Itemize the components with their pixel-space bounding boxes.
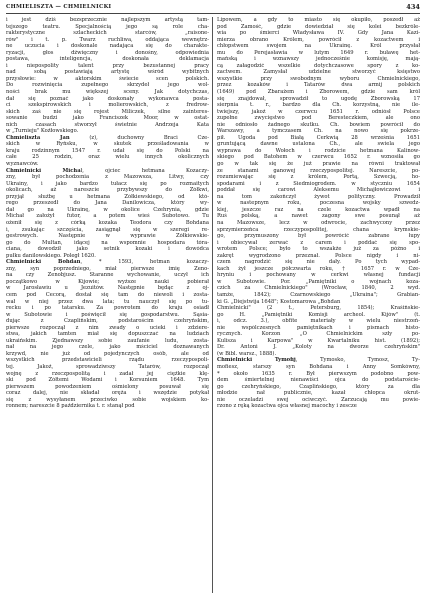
text-line: nich czasach stworzył świetnie Andrzeja Kata xyxy=(6,121,209,128)
text-line: (w Bibl. warsz., 1888). xyxy=(217,350,277,357)
text-line: w Subotowie. Por. „Pamiętniki o wojnach koza- xyxy=(217,278,420,285)
text-line: Chmieliszta Jan (z), duchowny Braci Cze- xyxy=(6,134,209,141)
text-line: wszystkich przedstawicieli rządu rzeczypospoli- xyxy=(6,357,209,364)
text-line: sierpnia t. r., bardzo dla Ch. korzystną, nie ile- xyxy=(217,102,420,109)
text-line: go do Multan, idącej na wspomnie hospodara tóra- xyxy=(6,239,209,246)
text-line: zakręt wygrodzono przeznał. Polsce nigdy i ni- xyxy=(217,252,420,259)
text-line: pułku danilowskiego. Poległ 1620. xyxy=(6,252,96,259)
text-line: Lipowem, a gdy to miasto się okupiło, poszedł aż xyxy=(217,17,420,23)
text-line: i jest dziś bezsprzecznie najlepszym artystą tam- xyxy=(6,17,209,23)
text-line: ne uczucia i doskonale nadająca się do charakte- xyxy=(6,43,209,50)
text-line: Ukrainy, i jako bardzo tułacz się po rozmaitych xyxy=(6,180,209,187)
text-line: Kulisza i Karpowa" w Kwartalniku hist. (1892); xyxy=(217,337,420,344)
text-line: przysłowie: w aktorskim świecie scen polskich. xyxy=(6,75,209,82)
text-line: zny, syn poprzedniego, miał pierwsze imię Zeno- xyxy=(6,265,209,272)
entry-headword: Chmieliszta Jan xyxy=(6,134,70,141)
text-line: ci szekspirowskich i molierowskich, z fredrow- xyxy=(6,102,209,109)
text-line: pierwsze rozpoczął z nim zwady o ucieki i zdziere- xyxy=(6,324,209,331)
text-line: w nastepnym roku, poczesna wojsky szwedz- xyxy=(217,200,420,207)
text-line: ożenił się z córką kozaka Teodora czy Bohdana xyxy=(6,219,209,226)
text-line: mierza obrano Królem, powrócił z kozactwem i xyxy=(217,36,420,43)
text-line: przez kozaków i Tatarów dwa armij polskich xyxy=(217,82,420,89)
text-line: ski pod Żółtemi Wodami i Korsuniem 1648. Tym xyxy=(6,377,209,384)
text-line: wrotem Polsce; było to wszakże już za późno i xyxy=(217,246,420,253)
text-line: wia po śmierci Władysława IV. Gdy Jana Kazi- xyxy=(217,30,420,37)
text-line: ności brak mu większej sceny. Jak dotychczas, xyxy=(6,89,209,96)
text-line: mańską i wznawszy jednocześnie komisję, mają- xyxy=(217,56,420,63)
text-line: go, przymuszony był powrócić zabrane łupy xyxy=(217,233,420,240)
page-number: 434 xyxy=(406,3,420,11)
column-divider xyxy=(212,17,213,593)
text-line: dał go na Ukrainę, w okolice Czehrynia, gdzie xyxy=(6,206,209,213)
text-line: go H. „Pamiętniki Komisji archeol. Kijów" (t. xyxy=(217,311,420,318)
left-column xyxy=(6,17,209,595)
text-line: kiej, jeszcze raz na czele kozactwa wpadł na xyxy=(217,206,420,213)
text-line: dał się poznać jako doskonały wykonawca posta- xyxy=(6,95,209,102)
text-line: (1649) pod Zbarażem i Zborowem, gdzie sam król xyxy=(217,89,420,96)
text-line: rego przeszedł do Jana Danilowicza, który wy- xyxy=(6,200,209,207)
text-line: przyjął służbę u hetmana Żółkiewskiego, od któ- xyxy=(6,193,209,200)
text-line: zactwem. Zamysłał udzielne stworzyć księstwo xyxy=(217,69,420,76)
text-line: czem nagrodzić się nie dały. Po tych wypad- xyxy=(217,259,420,266)
text-line: cą załagodzić wszelkie dotychczasowe spory z ko- xyxy=(217,62,420,69)
text-line: nie oczeladzi swej ociwczyć. Zarzucają mu powie- xyxy=(217,396,420,403)
text-line: nał na jego czele, jako mściciel doznawanych xyxy=(6,344,209,351)
text-line: sprzymierzeńca rzeczypospolitej, chana krymskie- xyxy=(217,226,420,233)
text-line: twiejszy, jakoż w czerwcu 1651 r. odniósł Polsce xyxy=(217,108,420,115)
text-line: wszystkie przy swobodnym wyboru Chmielnickiego, xyxy=(217,75,420,82)
header-rule xyxy=(6,13,420,14)
text-line: ze stanami ganowej rzeczypospolitej. Nareszcie, po- xyxy=(217,167,420,174)
text-line: zny, był pochodzenia z Mazowsza, Litwy, czy xyxy=(6,174,209,181)
text-line: Dr. Antoni J. „Koloty na dworze czehryńskim" xyxy=(217,344,420,351)
text-line: całe 25 rodzin, oraz wielu innych okolicznych xyxy=(6,154,209,161)
text-line: * około 1635 r. Był pierwszym podobno pow- xyxy=(217,370,420,377)
text-line: ronnem; nareszcie 8 października t. r. stanął pod xyxy=(6,403,135,410)
text-line: nad sobą postawiają artystę wśród wybitnych xyxy=(6,69,209,76)
text-line: zupełne zwycięstwo pod Beresteczkiem, ale ono xyxy=(217,115,420,122)
text-line: hryniu i pochowany w cerkwi własnej fundacji xyxy=(217,272,420,279)
text-line: ciana, dowodził jako setnik kozaki i dowódca xyxy=(6,246,209,253)
text-line: w Subotowie i poświęcił się gospodarstwu. Sąsia- xyxy=(6,311,209,318)
text-line: tamże, 1842); Czarnowskiego „Ukraina"; Grabian- xyxy=(217,291,420,298)
entry-headword: Chmielnicki Micha xyxy=(6,167,81,174)
text-line: kraju rodzinnym 1547 r. udał się do Polski na xyxy=(6,147,209,154)
text-line: i, odcz. 3.), obfite materiały w wielu niestrzeń- xyxy=(217,318,420,325)
text-line: rakterystyczne szlacheckich starców, „raisone- xyxy=(6,30,209,37)
text-line: i niepospolity talent przy bezustannej pracy xyxy=(6,62,209,69)
text-line: się znajdował, sprowadził to ugodę Zborowską 17 xyxy=(217,95,420,102)
text-line: pił. Ugoda pod Białą Cerkwią 28 września 1651 xyxy=(217,134,420,141)
text-line: skiego pod Batohem w czerwcu 1652 r. wznosiła go xyxy=(217,154,420,161)
text-line: dem śmiertelnej nienawiści ojca do podstaroście- xyxy=(217,377,420,384)
text-line: kach żył jeszcze półczwarta roku, † 1657 r. w Cze- xyxy=(217,265,420,272)
text-line: go czehryńskiego, Czaplińskiego, który za dla xyxy=(217,383,420,390)
text-line: początkowo w Kijowie; wyższe nauki pobierał xyxy=(6,278,209,285)
text-line: skich zaś nie się rojest Miliczek, silne zainteres- xyxy=(6,108,209,115)
text-line: nie wspólczesnych pamiętnikach i pismach histo- xyxy=(217,324,420,331)
text-line: go w tak się że już prawie na równi traktował xyxy=(217,161,420,168)
right-column xyxy=(217,17,420,595)
text-line: wyznawców. xyxy=(6,161,39,168)
text-line: postawa, inteligencja, doskonała deklamacja xyxy=(6,56,209,63)
text-line: nie odniosło żadnego skutku. Ch. bowiem powrócił do xyxy=(217,121,420,128)
text-line: mu do Perejasławia w lutym 1649 r. buławę het- xyxy=(217,49,420,56)
text-line: stwa, jakich tamten miał się dopuszczać na ludziach xyxy=(6,331,209,338)
text-line: cem pod Cecorą, dostał się tam do niewoli i zosta- xyxy=(6,291,209,298)
text-line: recku i po tatarsku. Za powrotem do kraju osiadł xyxy=(6,305,209,312)
text-line: na tom zakończył żywot polityczny. Prowadził xyxy=(217,193,420,200)
text-line: tej. Jakoż, sprowadziwszy Tatarów, rozpoczął xyxy=(6,363,209,370)
text-line: Chmielnicki Bohdan, * 1593, hetman kozaczy- xyxy=(6,259,209,266)
text-line: rów" i t. p. Twarz ruchliwa, oddająca wewnętrz- xyxy=(6,36,209,43)
text-line: tejszego teatru. Specjalnością jego są role cha- xyxy=(6,23,209,30)
text-line: rzono z ręką kozactwa ojca własnej macochy i zescze xyxy=(217,403,357,410)
text-line: pierwszem powodzeniem ośmielony posuwał się xyxy=(6,383,209,390)
text-line: rycznych. Korzon „O Chmielnickim szły po- xyxy=(217,331,420,338)
text-line: gruntującą dawne ustalona Ch., ale swiela jego xyxy=(217,141,420,148)
text-line: krzywd, nie już od pojedynczych osób, ale od xyxy=(6,350,209,357)
text-line: rozumiewając się z królem, Portą, Szwecją, ho- xyxy=(217,174,420,181)
text-line: ukraińskim. Zjednawszy sobie zaufanie ludu, zosta- xyxy=(6,337,209,344)
text-line: sowanie budzi jako Franciszek Moor, w ostat- xyxy=(6,115,209,122)
text-line: w „Turnieju" Koźłowskiego. xyxy=(6,128,79,135)
text-line: wojnę z rzeczpospolitą i zadał jej ciężkie klę- xyxy=(6,370,209,377)
text-line: spodarami i z Siedmiogrodem. w styczniu 1654 xyxy=(217,180,420,187)
entry-headword: Chmielnicki Bohdan xyxy=(6,259,81,266)
text-line: w Jarosławiu u Jezuitów. Następnie będąc z oj- xyxy=(6,285,209,292)
text-line: chłopstwem swojem na Ukrainę. Król przysłał xyxy=(217,43,420,50)
text-line: Ruś polską, a nawet zagony swe posunął aż xyxy=(217,213,420,220)
text-line: Michał założył futor, a potem wieś Subotowo. Tu xyxy=(6,213,209,220)
text-line: czich za Chmielnickiego" (Wrocław, 1840, 2 wyd. xyxy=(217,285,420,292)
text-line: wyprawa do Wołoch i rodzicie hetmana Kalinow- xyxy=(217,147,420,154)
text-line: Warszawy, a tymczasem Ch. na nowo się pokrze- xyxy=(217,128,420,135)
text-line: gestrowych. Następnie w wyprawie Żółkiewskie- xyxy=(6,233,209,240)
text-line: poddał się carowi Aleksemu Michajłowiczowi i xyxy=(217,187,420,194)
text-line: na Mazowsze, lecz w odwrocie, zachwycony przez xyxy=(217,219,420,226)
text-line: okolicach, aż nareszcie przybywszy do Żółkwi, xyxy=(6,187,209,194)
text-line: pod Zamość, gdzie dowiedział się kolei bezkróle- xyxy=(217,23,420,30)
text-line: i obiecywał zerwać z carem i poddać się spo- xyxy=(217,239,420,246)
entry-headword: Chmielnicki Tymofij xyxy=(217,357,296,364)
text-line: dując z Czaplińskim, podstarościm czehryńskim, xyxy=(6,318,209,325)
text-line: Chmielnicki" (2 t., Petersburg, 1854); Kraśińskie- xyxy=(217,305,420,312)
text-line: Chmielnicki Tymofij, Tymosko, Tymosz, Ty- xyxy=(217,357,420,364)
text-line: Chmielnicki Michał, ojciec hetmana Kozaczy- xyxy=(6,167,209,174)
text-line: się z wysyłanem przeciwko sobie wojskiem ko- xyxy=(6,396,209,403)
text-line: coraz dalej, nie składał oręża i wszędzie potykał xyxy=(6,390,209,397)
text-line: ryzacji, głos dźwięczny i donośny, odpowiednia xyxy=(6,49,209,56)
text-line: wał w niej przez dwa lata; tu nauczył się po tu- xyxy=(6,298,209,305)
text-line: Do rozwinięcia zupełnego skrzydeł jego wol- xyxy=(6,82,209,89)
running-title: CHMIELISZTA — CHMIELNICKI xyxy=(6,4,112,10)
text-line: mofiesz, starszy syn Bohdana i Anny Somkówny, xyxy=(217,363,420,370)
text-line: i, zsukając szczęścia, zasiągnął się w szeregi re- xyxy=(6,226,209,233)
text-line: młodzie nał publicznie, kazał chłopca okrut- xyxy=(217,390,420,397)
text-line: skich w Ryńsku, w skutek prześladowania w xyxy=(6,141,209,148)
text-line: na czy Zenobjusz. Staranne wychowanie, uczył ich xyxy=(6,272,209,279)
text-line: ki G. „Diejstwija 1648"; Kostomarowa „Bohdan xyxy=(217,298,341,305)
